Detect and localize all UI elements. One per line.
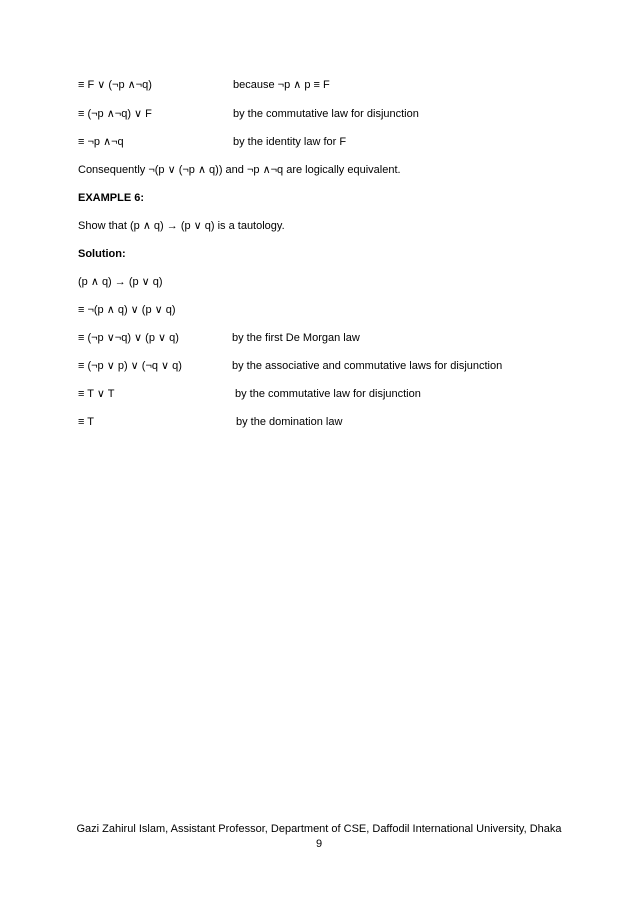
solution-heading: Solution: — [78, 248, 126, 260]
justification-3: by the identity law for F — [233, 136, 347, 148]
solution-justification-4: by the associative and commutative laws for disjunction — [232, 360, 503, 372]
problem-statement: Show that (p ∧ q) → (p ∨ q) is a tautology. — [78, 220, 285, 232]
justification-1: because ¬p ∧ p ≡ F — [233, 79, 330, 91]
conclusion-text: Consequently ¬(p ∨ (¬p ∧ q)) and ¬p ∧¬q are logically equivalent. — [78, 164, 401, 176]
solution-step-4: ≡ (¬p ∨ p) ∨ (¬q ∨ q) — [78, 360, 182, 372]
example-heading: EXAMPLE 6: — [78, 192, 145, 204]
solution-justification-5: by the commutative law for disjunction — [235, 388, 421, 400]
solution-step-5: ≡ T ∨ T — [78, 388, 115, 400]
derivation-step-3: ≡ ¬p ∧¬q — [78, 136, 124, 148]
solution-justification-6: by the domination law — [236, 416, 343, 428]
solution-step-1: (p ∧ q) → (p ∨ q) — [78, 276, 163, 288]
page-number: 9 — [315, 838, 323, 850]
footer-author: Gazi Zahirul Islam, Assistant Professor, Department of CSE, Daffodil International University, Dhaka — [76, 823, 562, 835]
justification-2: by the commutative law for disjunction — [233, 108, 419, 120]
solution-step-3: ≡ (¬p ∨¬q) ∨ (p ∨ q) — [78, 332, 179, 344]
derivation-step-2: ≡ (¬p ∧¬q) ∨ F — [78, 108, 152, 120]
solution-justification-3: by the first De Morgan law — [232, 332, 360, 344]
solution-step-2: ≡ ¬(p ∧ q) ∨ (p ∨ q) — [78, 304, 176, 316]
solution-step-6: ≡ T — [78, 416, 94, 428]
derivation-step-1: ≡ F ∨ (¬p ∧¬q) — [78, 79, 152, 91]
